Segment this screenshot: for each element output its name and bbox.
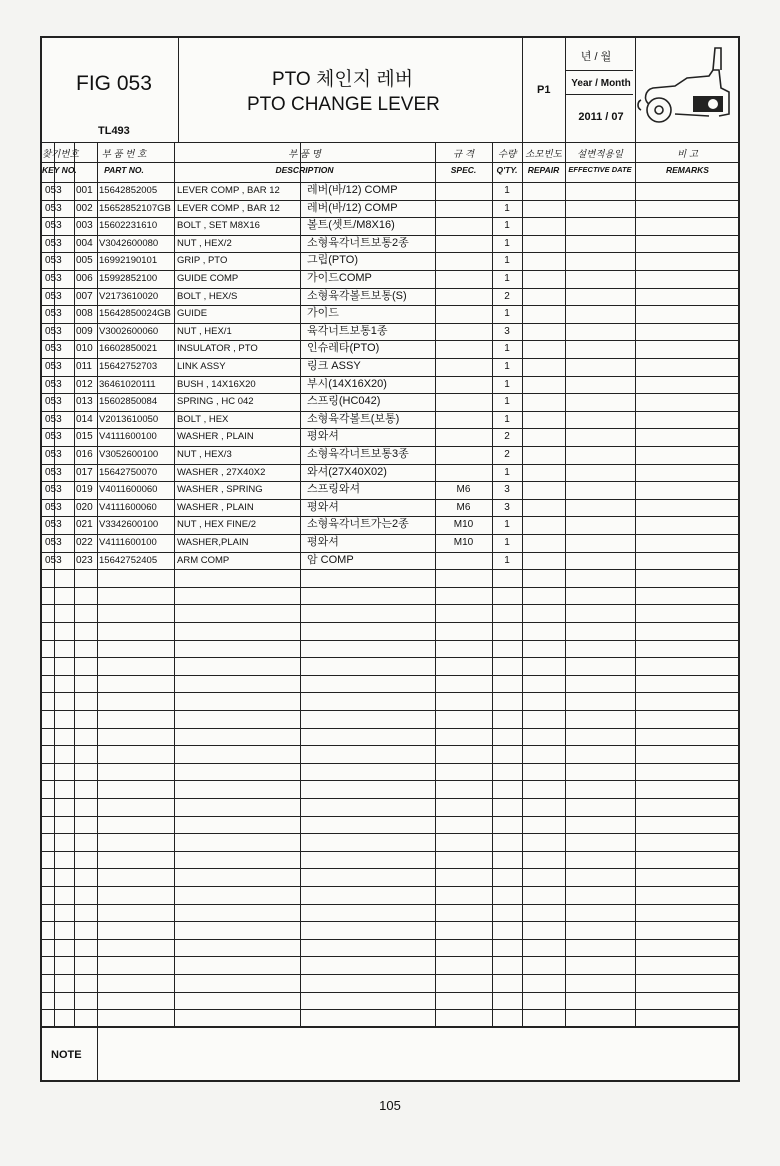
description-en-cell: BUSH , 14X16X20	[177, 378, 256, 390]
key-no-cell: 013	[76, 396, 93, 408]
date-value: 2011 / 07	[578, 111, 624, 123]
col-header-key: 찾기번호	[42, 149, 79, 160]
col-header-part-en: PART NO.	[104, 165, 144, 175]
part-no-cell: V4111600060	[99, 501, 157, 513]
part-no-cell: 16602850021	[99, 343, 158, 355]
description-en-cell: BOLT , HEX	[177, 413, 229, 425]
fig-cell: 053	[45, 325, 62, 337]
part-no-cell: 15992852100	[99, 273, 158, 284]
row-line	[42, 780, 738, 781]
qty-cell: 2	[504, 290, 510, 302]
divider	[565, 94, 633, 95]
spec-cell: M6	[456, 484, 471, 496]
row-line	[42, 745, 738, 746]
divider	[565, 70, 633, 71]
fig-cell: 053	[45, 237, 62, 249]
spec-cell: M10	[453, 537, 474, 548]
key-no-cell: 020	[76, 501, 93, 513]
col-header-spec-en: SPEC.	[450, 165, 477, 175]
description-kr-cell: 스프링와셔	[307, 483, 361, 496]
key-no-cell: 012	[76, 378, 93, 390]
qty-cell: 1	[504, 361, 510, 372]
col-header-part: 부 품 번 호	[101, 149, 147, 160]
qty-cell: 3	[504, 325, 510, 337]
divider	[522, 38, 523, 142]
col-header-spec: 규 격	[453, 149, 474, 160]
description-kr-cell: 그립(PTO)	[307, 254, 358, 267]
description-kr-cell: 육각너트보통1종	[307, 324, 388, 337]
key-no-cell: 023	[76, 554, 93, 566]
fig-cell: 053	[45, 378, 62, 390]
divider	[74, 142, 75, 1026]
row-line	[42, 587, 738, 588]
model-code: TL493	[98, 125, 130, 137]
divider	[635, 142, 636, 1026]
description-kr-cell: 암 COMP	[307, 553, 354, 566]
row-line	[42, 833, 738, 834]
spec-cell: M6	[456, 501, 471, 513]
description-kr-cell: 링크 ASSY	[307, 360, 361, 372]
description-kr-cell: 와셔(27X40X02)	[307, 465, 387, 478]
key-no-cell: 009	[76, 325, 93, 337]
part-no-cell: 15642850024GB	[99, 308, 171, 320]
row-line	[42, 886, 738, 887]
divider	[42, 1026, 738, 1028]
qty-cell: 3	[504, 484, 510, 496]
description-en-cell: NUT , HEX/3	[177, 449, 232, 460]
fig-cell: 053	[45, 220, 62, 232]
row-line	[42, 622, 738, 623]
col-header-description: 부 품 명	[288, 149, 321, 160]
key-no-cell: 019	[76, 484, 93, 496]
fig-number: FIG 053	[76, 72, 152, 95]
part-no-cell: V3052600100	[99, 449, 159, 460]
part-no-cell: 15642852005	[99, 185, 158, 196]
key-no-cell: 021	[76, 519, 93, 531]
qty-cell: 1	[504, 466, 510, 478]
divider	[42, 162, 738, 163]
col-header-effective-date: 설변적용일	[577, 149, 623, 160]
row-line	[42, 728, 738, 729]
row-line	[42, 640, 738, 641]
description-en-cell: GUIDE COMP	[177, 273, 239, 284]
divider	[178, 38, 179, 142]
qty-cell: 1	[504, 537, 510, 548]
key-no-cell: 016	[76, 449, 93, 460]
part-no-cell: 36461020111	[99, 378, 156, 390]
fig-cell: 053	[45, 431, 62, 443]
key-no-cell: 003	[76, 220, 93, 232]
description-kr-cell: 소형육각너트보통3종	[307, 448, 409, 460]
divider	[42, 142, 738, 143]
part-no-cell: 15602231610	[99, 220, 158, 232]
key-no-cell: 005	[76, 255, 93, 267]
qty-cell: 1	[504, 273, 510, 284]
key-no-cell: 001	[76, 185, 93, 196]
qty-cell: 1	[504, 343, 510, 355]
key-no-cell: 008	[76, 308, 93, 320]
fig-cell: 053	[45, 501, 62, 513]
description-kr-cell: 소형육각볼트보통(S)	[307, 289, 407, 302]
fig-cell: 053	[45, 185, 62, 196]
qty-cell: 1	[504, 237, 510, 249]
divider	[174, 142, 175, 1026]
fig-cell: 053	[45, 466, 62, 478]
part-no-cell: V4011600060	[99, 484, 158, 496]
qty-cell: 1	[504, 255, 510, 267]
divider	[435, 142, 436, 1026]
fig-cell: 053	[45, 343, 62, 355]
part-no-cell: 15642750070	[99, 466, 158, 478]
row-line	[42, 675, 738, 676]
fig-cell: 053	[45, 519, 62, 531]
fig-cell: 053	[45, 484, 62, 496]
col-header-description-en: DESCRIPTION	[275, 165, 334, 175]
row-line	[42, 692, 738, 693]
key-no-cell: 007	[76, 290, 93, 302]
date-label-korean: 년 / 월	[580, 51, 612, 63]
col-header-repair-en: REPAIR	[527, 165, 560, 175]
part-no-cell: V3042600080	[99, 237, 159, 249]
divider	[522, 142, 523, 1026]
date-label-english: Year / Month	[571, 78, 631, 89]
row-line	[42, 851, 738, 852]
col-header-effective-date-en: EFFECTIVE DATE	[568, 165, 632, 174]
page-code: P1	[537, 84, 551, 96]
col-header-remarks: 비 고	[677, 149, 698, 160]
tractor-icon	[635, 42, 738, 140]
key-no-cell: 006	[76, 273, 93, 284]
qty-cell: 1	[504, 554, 510, 566]
part-no-cell: 15642752405	[99, 554, 158, 566]
row-line	[42, 569, 738, 570]
description-en-cell: ARM COMP	[177, 554, 230, 566]
description-en-cell: BOLT , SET M8X16	[177, 220, 260, 232]
fig-cell: 053	[45, 202, 62, 214]
page-number: 105	[379, 1098, 401, 1113]
row-line	[42, 974, 738, 975]
key-no-cell: 022	[76, 537, 93, 548]
col-header-qty: 수량	[497, 149, 517, 160]
key-no-cell: 015	[76, 431, 93, 443]
description-en-cell: INSULATOR , PTO	[177, 343, 258, 355]
divider	[300, 142, 301, 1026]
description-kr-cell: 부시(14X16X20)	[307, 377, 387, 390]
col-header-remarks-en: REMARKS	[666, 165, 709, 175]
divider	[97, 142, 98, 1026]
part-no-cell: V4111600100	[99, 537, 157, 548]
qty-cell: 1	[504, 202, 510, 214]
fig-cell: 053	[45, 413, 62, 425]
key-no-cell: 014	[76, 413, 93, 425]
row-line	[42, 956, 738, 957]
qty-cell: 1	[504, 220, 510, 232]
part-no-cell: 16992190101	[99, 255, 158, 267]
description-kr-cell: 평와셔	[307, 536, 339, 548]
fig-cell: 053	[45, 396, 62, 408]
divider	[565, 38, 566, 142]
fig-cell: 053	[45, 449, 62, 460]
key-no-cell: 017	[76, 466, 93, 478]
key-no-cell: 004	[76, 237, 93, 249]
row-line	[42, 939, 738, 940]
row-line	[42, 904, 738, 905]
description-en-cell: GRIP , PTO	[177, 255, 228, 267]
description-en-cell: WASHER , SPRING	[177, 484, 263, 496]
qty-cell: 1	[504, 185, 510, 196]
col-header-qty-en: Q'TY.	[496, 165, 518, 175]
description-en-cell: NUT , HEX FINE/2	[177, 519, 257, 531]
qty-cell: 2	[504, 431, 510, 443]
description-kr-cell: 레버(바/12) COMP	[307, 184, 398, 196]
description-kr-cell: 가이드	[307, 307, 339, 320]
divider	[565, 142, 566, 1026]
description-en-cell: WASHER , 27X40X2	[177, 466, 266, 478]
fig-cell: 053	[45, 361, 62, 372]
title-korean: PTO 체인지 레버	[272, 69, 414, 90]
fig-cell: 053	[45, 273, 62, 284]
description-en-cell: SPRING , HC 042	[177, 396, 254, 408]
description-kr-cell: 소형육각볼트(보통)	[307, 412, 400, 425]
row-line	[42, 798, 738, 799]
part-no-cell: 15642752703	[99, 361, 158, 372]
qty-cell: 1	[504, 413, 510, 425]
description-kr-cell: 소형육각너트가는2종	[307, 518, 409, 531]
description-en-cell: NUT , HEX/1	[177, 325, 232, 337]
fig-cell: 053	[45, 290, 62, 302]
fig-cell: 053	[45, 554, 62, 566]
description-en-cell: LINK ASSY	[177, 361, 226, 372]
part-no-cell: 15602850084	[99, 396, 158, 408]
row-line	[42, 868, 738, 869]
parts-sheet	[40, 36, 740, 1082]
description-en-cell: NUT , HEX/2	[177, 237, 232, 249]
qty-cell: 2	[504, 449, 510, 460]
description-kr-cell: 소형육각너트보통2종	[307, 236, 409, 249]
part-no-cell: V3002600060	[99, 325, 159, 337]
row-line	[42, 1009, 738, 1010]
description-kr-cell: 스프링(HC042)	[307, 395, 381, 408]
key-no-cell: 002	[76, 202, 93, 214]
fig-cell: 053	[45, 308, 62, 320]
description-kr-cell: 평와셔	[307, 430, 339, 443]
title-english: PTO CHANGE LEVER	[247, 94, 440, 115]
qty-cell: 1	[504, 519, 510, 531]
description-kr-cell: 인슈레타(PTO)	[307, 342, 380, 355]
qty-cell: 3	[504, 501, 510, 513]
divider	[97, 1026, 98, 1080]
description-en-cell: WASHER , PLAIN	[177, 501, 254, 513]
note-label: NOTE	[51, 1049, 82, 1061]
qty-cell: 1	[504, 308, 510, 320]
description-kr-cell: 평와셔	[307, 500, 339, 513]
description-kr-cell: 가이드COMP	[307, 272, 372, 284]
key-no-cell: 010	[76, 343, 93, 355]
key-no-cell: 011	[76, 361, 92, 372]
row-line	[42, 657, 738, 658]
row-line	[42, 992, 738, 993]
row-line	[42, 763, 738, 764]
spec-cell: M10	[453, 519, 474, 531]
col-header-key-en: KEY NO.	[42, 165, 77, 175]
description-en-cell: WASHER,PLAIN	[177, 537, 249, 548]
description-en-cell: LEVER COMP , BAR 12	[177, 202, 280, 214]
row-line	[42, 604, 738, 605]
description-en-cell: WASHER , PLAIN	[177, 431, 254, 443]
row-line	[42, 816, 738, 817]
fig-cell: 053	[45, 537, 62, 548]
fig-cell: 053	[45, 255, 62, 267]
description-kr-cell: 볼트(셋트/M8X16)	[307, 219, 395, 232]
part-no-cell: 15652852107GB	[99, 202, 171, 214]
part-no-cell: V4111600100	[99, 431, 157, 443]
qty-cell: 1	[504, 378, 510, 390]
col-header-repair: 소모빈도	[525, 149, 562, 160]
part-no-cell: V3342600100	[99, 519, 159, 531]
part-no-cell: V2173610020	[99, 290, 159, 302]
description-en-cell: GUIDE	[177, 308, 208, 320]
description-en-cell: LEVER COMP , BAR 12	[177, 185, 280, 196]
part-no-cell: V2013610050	[99, 413, 159, 425]
row-line	[42, 921, 738, 922]
description-kr-cell: 레버(바/12) COMP	[307, 201, 398, 214]
row-line	[42, 710, 738, 711]
qty-cell: 1	[504, 396, 510, 408]
description-en-cell: BOLT , HEX/S	[177, 290, 238, 302]
